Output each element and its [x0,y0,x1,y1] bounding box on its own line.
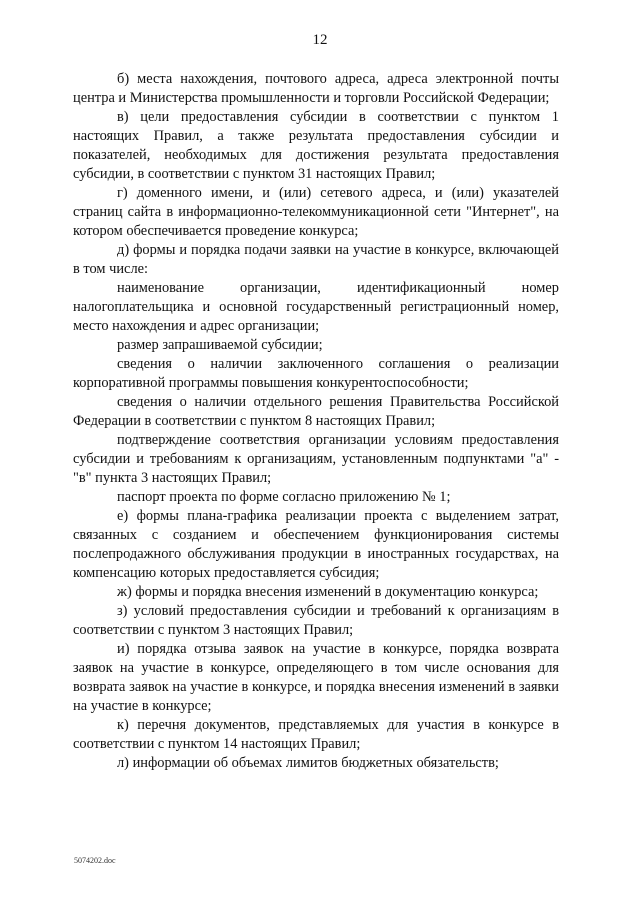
paragraph-d-item-decision: сведения о наличии отдельного решения Правительства Российской Федерации в соответствии с пунктом 8 настоящих Правил; [73,394,559,429]
paragraph-d-item-name: наименование организации, идентификационный номер налогоплательщика и основной государственный регистрационный номер, место нахождения и адрес организации; [73,280,559,334]
paragraph-k: к) перечня документов, представляемых для участия в конкурсе в соответствии с пунктом 14 настоящих Правил; [73,717,559,752]
paragraph-z: з) условий предоставления субсидии и требований к организациям в соответствии с пунктом 3 настоящих Правил; [73,603,559,638]
paragraph-d-item-passport: паспорт проекта по форме согласно приложению № 1; [117,489,451,505]
paragraph-l: л) информации об объемах лимитов бюджетных обязательств; [117,755,499,771]
paragraph-b: б) места нахождения, почтового адреса, адреса электронной почты центра и Министерства промышленности и торговли Российской Федерации; [73,71,559,106]
paragraph-v: в) цели предоставления субсидии в соответствии с пунктом 1 настоящих Правил, а также результата предоставления субсидии и показателей, необходимых для достижения результата предоставления субсидии, в соответствии с пунктом 31 настоящих Правил; [73,109,559,182]
paragraph-d-item-amount: размер запрашиваемой субсидии; [117,337,323,353]
paragraph-d-item-confirmation: подтверждение соответствия организации условиям предоставления субсидии и требованиям к организациям, установленным подпунктами "а" - "в" пункта 3 настоящих Правил; [73,432,559,486]
paragraph-d-item-agreement: сведения о наличии заключенного соглашения о реализации корпоративной программы повышения конкурентоспособности; [73,356,559,391]
paragraph-e: е) формы плана-графика реализации проекта с выделением затрат, связанных с созданием и обеспечением функционирования системы послепродажного обслуживания продукции в иностранных государствах, на компенсацию которых предоставляется субсидия; [73,508,559,581]
paragraph-i: и) порядка отзыва заявок на участие в конкурсе, порядка возврата заявок на участие в конкурсе, определяющего в том числе основания для возврата заявок на участие в конкурсе, и порядка внесения изменений в заявки на участие в конкурсе; [73,641,559,714]
paragraph-d: д) формы и порядка подачи заявки на участие в конкурсе, включающей в том числе: [73,242,559,277]
document-body [73,70,559,773]
paragraph-zh: ж) формы и порядка внесения изменений в документацию конкурса; [117,584,539,600]
footer-document-code: 5074202.doc [74,856,116,865]
paragraph-g: г) доменного имени, и (или) сетевого адреса, и (или) указателей страниц сайта в информационно-телекоммуникационной сети "Интернет", на котором обеспечивается проведение конкурса; [73,185,559,239]
page-number: 12 [312,32,328,48]
